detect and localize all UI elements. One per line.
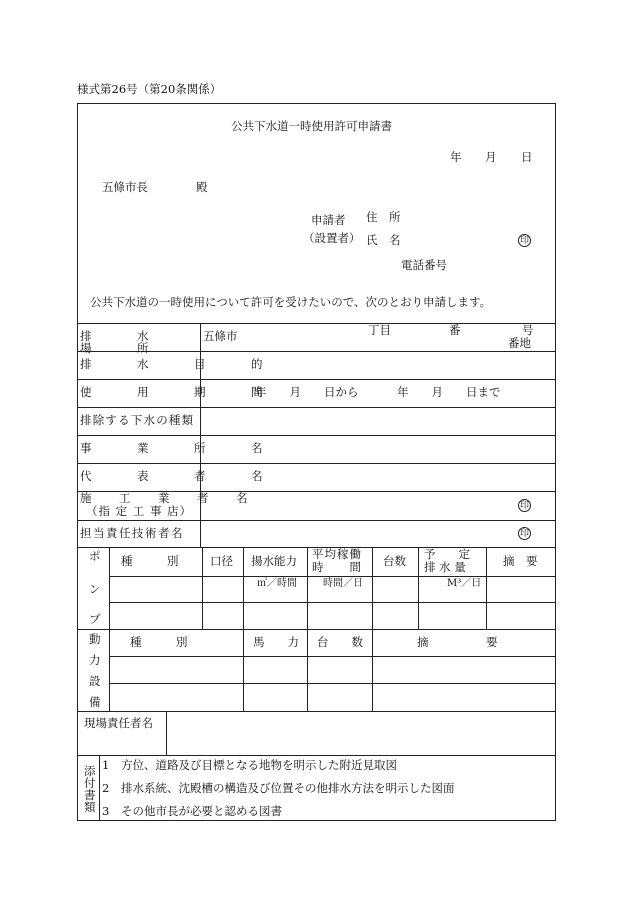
- pump-side-label-1: ポ: [89, 549, 101, 563]
- drainage-go: 号: [522, 323, 534, 337]
- application-statement: 公共下水道の一時使用について許可を受けたいので、次のとおり申請します。: [90, 295, 492, 309]
- pump-header-diameter: 口径: [210, 554, 233, 568]
- table-line: [77, 520, 556, 521]
- table-line: [109, 547, 110, 711]
- table-line: [77, 407, 556, 408]
- date-day: 日: [521, 150, 533, 164]
- addressee-name: 五條市長: [102, 180, 148, 194]
- pump-unit-volume: M³／日: [447, 578, 482, 589]
- contractor-subtitle: （指 定 工 事 店）: [86, 504, 193, 518]
- applicant-seal-icon: 印: [519, 236, 529, 246]
- pump-header-type: 種 別: [121, 554, 179, 568]
- applicant-setter-label: （設置者）: [303, 231, 361, 245]
- attachments-side-label-3: 書: [84, 788, 96, 802]
- attachments-side-label-2: 付: [84, 776, 96, 790]
- applicant-address-label: 住 所: [366, 210, 401, 224]
- table-line: [202, 547, 203, 629]
- pump-unit-hours: 時間／日: [323, 578, 363, 589]
- usage-period-to: 年 月 日まで: [397, 385, 501, 399]
- attachment-number: 2: [102, 781, 110, 795]
- pump-header-planned-2: 排 水 量: [424, 560, 466, 574]
- attachments-side-label-1: 添: [84, 764, 96, 778]
- table-line: [109, 602, 556, 603]
- pump-header-hours-2: 時 間: [312, 560, 362, 574]
- pump-unit-capacity: ㎥／時間: [257, 578, 297, 589]
- pump-side-label-3: プ: [89, 612, 101, 626]
- table-line: [307, 547, 308, 711]
- office-name-label: 事 業 所 名: [80, 441, 280, 455]
- attachment-number: 3: [102, 804, 110, 818]
- applicant-label: 申請者: [311, 213, 346, 227]
- drainage-place-label: 排 水 場 所: [80, 329, 194, 355]
- power-header-count: 台 数: [317, 635, 363, 649]
- drainage-city: 五條市: [203, 329, 238, 343]
- drainage-chome: 丁目: [368, 323, 391, 337]
- usage-period-label: 使 用 期 間: [80, 385, 280, 399]
- drainage-ban: 番: [449, 323, 461, 337]
- pump-header-planned-1: 予 定: [424, 547, 470, 561]
- sewage-type-label: 排除する下水の種類: [80, 413, 195, 427]
- attachment-text: その他市長が必要と認める図書: [121, 804, 282, 818]
- pump-header-hours-1: 平均稼働: [312, 547, 362, 561]
- engineer-seal-icon: 印: [519, 529, 529, 539]
- form-number: 様式第26号（第20条関係）: [77, 82, 222, 96]
- table-line: [243, 547, 244, 711]
- power-header-type: 種 別: [130, 635, 188, 649]
- form-title: 公共下水道一時使用許可申請書: [231, 119, 392, 133]
- power-side-label-1: 動: [89, 632, 101, 646]
- power-header-hp: 馬 力: [253, 635, 299, 649]
- pump-header-remarks: 摘 要: [503, 554, 538, 568]
- contractor-seal-icon: 印: [519, 501, 529, 511]
- power-side-label-3: 設: [89, 674, 101, 688]
- pump-header-capacity: 揚水能力: [251, 554, 297, 568]
- usage-period-from: 年 月 日から: [255, 385, 359, 399]
- table-line: [77, 755, 556, 756]
- application-form-frame: [77, 103, 556, 821]
- table-line: [99, 755, 100, 821]
- table-line: [77, 463, 556, 464]
- attachment-number: 1: [102, 758, 110, 772]
- engineer-label: 担当責任技術者名: [80, 526, 184, 540]
- applicant-phone-label: 電話番号: [401, 258, 447, 272]
- power-side-label-4: 備: [89, 695, 101, 709]
- table-line: [77, 379, 556, 380]
- table-line: [372, 547, 373, 711]
- table-line: [166, 711, 167, 755]
- date-year: 年: [450, 150, 462, 164]
- table-line: [109, 576, 556, 577]
- date-month: 月: [485, 150, 497, 164]
- table-line: [77, 323, 556, 324]
- table-line: [109, 656, 556, 657]
- table-line: [77, 629, 556, 630]
- table-line: [77, 711, 556, 712]
- power-header-remarks: 摘 要: [417, 635, 498, 649]
- drainage-banchi: 番地: [508, 336, 531, 350]
- site-manager-label: 現場責任者名: [84, 716, 153, 730]
- power-side-label-2: 力: [89, 653, 101, 667]
- applicant-name-label: 氏 名: [366, 233, 401, 247]
- table-line: [109, 683, 556, 684]
- drainage-purpose-label: 排 水 目 的: [80, 357, 280, 371]
- pump-header-count: 台数: [383, 554, 406, 568]
- attachments-side-label-4: 類: [84, 800, 96, 814]
- attachment-text: 方位、道路及び目標となる地物を明示した附近見取図: [121, 758, 397, 772]
- table-line: [418, 547, 419, 629]
- table-line: [77, 435, 556, 436]
- addressee-honorific: 殿: [196, 180, 208, 194]
- contractor-label: 施 工 業 者 名: [80, 491, 256, 505]
- table-line: [486, 547, 487, 629]
- pump-side-label-2: ン: [89, 582, 101, 596]
- representative-label: 代 表 者 名: [80, 469, 280, 483]
- attachment-text: 排水系統、沈殿槽の構造及び位置その他排水方法を明示した図面: [121, 781, 455, 795]
